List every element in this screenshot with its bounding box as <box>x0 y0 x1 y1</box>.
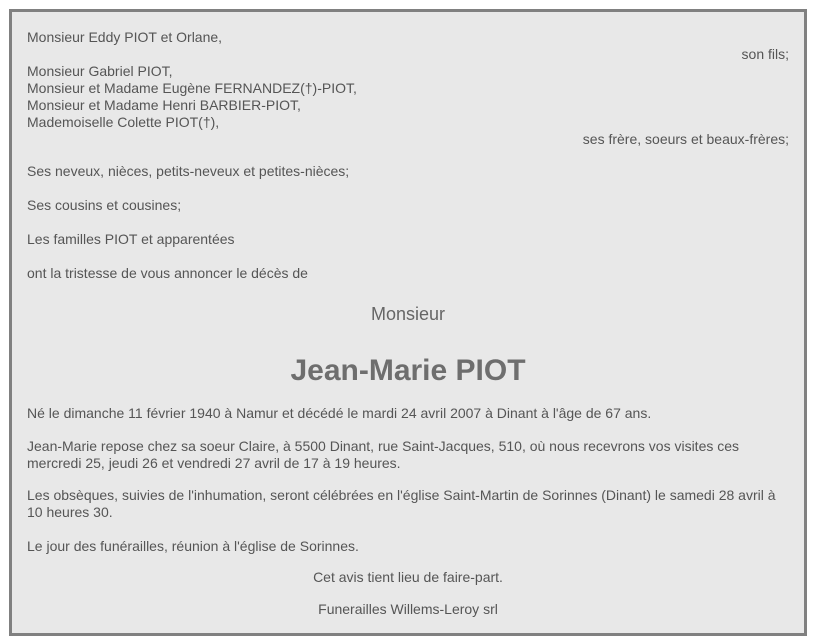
son-relation: son fils; <box>741 46 789 62</box>
sibling-line-3: Monsieur et Madame Henri BARBIER-PIOT, <box>27 97 301 113</box>
announcement-line: ont la tristesse de vous annoncer le décès de <box>27 265 308 281</box>
nephews-line: Ses neveux, nièces, petits-neveux et petites-nièces; <box>27 163 350 179</box>
sibling-line-4: Mademoiselle Colette PIOT(†), <box>27 114 220 130</box>
funeral-paragraph: Les obsèques, suivies de l'inhumation, seront célébrées en l'église Saint-Martin de Sorinnes (Dinant) le samedi 28 avril à 10 heures 30. <box>27 487 776 520</box>
son-line: Monsieur Eddy PIOT et Orlane, <box>27 29 223 45</box>
reunion-paragraph: Le jour des funérailles, réunion à l'église de Sorinnes. <box>27 538 359 554</box>
notice-statement: Cet avis tient lieu de faire-part. <box>313 569 503 585</box>
families-line: Les familles PIOT et apparentées <box>27 231 235 247</box>
cousins-line: Ses cousins et cousines; <box>27 197 182 213</box>
deceased-title: Monsieur <box>370 304 446 324</box>
siblings-relation: ses frère, soeurs et beaux-frères; <box>582 131 789 147</box>
birth-death-paragraph: Né le dimanche 11 février 1940 à Namur et décédé le mardi 24 avril 2007 à Dinant à l'âge de 67 ans. <box>27 405 652 421</box>
obituary-notice <box>9 9 807 636</box>
resting-place-paragraph: Jean-Marie repose chez sa soeur Claire, à 5500 Dinant, rue Saint-Jacques, 510, où nous recevrons vos visites ces mercredi 25, jeudi 26 et vendredi 27 avril de 17 à 19 heures. <box>27 438 740 471</box>
undertaker-name: Funerailles Willems-Leroy srl <box>318 601 498 617</box>
sibling-line-1: Monsieur Gabriel PIOT, <box>27 63 173 79</box>
deceased-name: Jean-Marie PIOT <box>290 354 526 387</box>
sibling-line-2: Monsieur et Madame Eugène FERNANDEZ(†)-PIOT, <box>27 80 357 96</box>
